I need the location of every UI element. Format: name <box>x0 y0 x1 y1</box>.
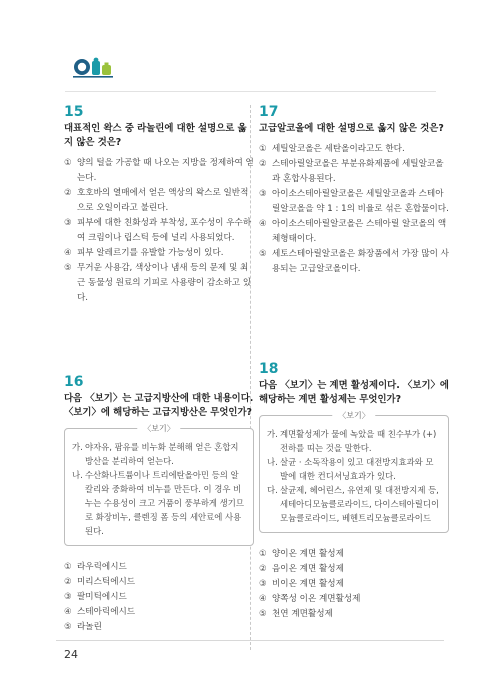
option-2[interactable]: ② 음이온 계면 활성제 <box>259 564 344 574</box>
option-3[interactable]: ③ 아이소스테아릴알코올은 세틸알코올과 스테아릴알코올을 약 1 : 1의 비율로 섞은 혼합물이다. <box>259 189 449 214</box>
header-divider <box>65 91 436 92</box>
option-2[interactable]: ② 미리스틱에시드 <box>64 577 136 587</box>
option-5[interactable]: ⑤ 라놀린 <box>64 622 102 632</box>
option-2[interactable]: ② 스테아릴알코올은 부분유화제품에 세틸알코올과 혼합사용된다. <box>259 159 444 184</box>
bogi-box <box>64 424 254 546</box>
option-3[interactable]: ③ 비이온 계면 활성제 <box>259 579 344 589</box>
option-4[interactable]: ④ 아이소스테아릴알코올은 스테아릴 알코올의 액체형태이다. <box>259 219 447 244</box>
section-logo-icon <box>73 56 113 78</box>
question-number: 16 <box>64 374 84 390</box>
option-list <box>259 547 449 622</box>
question-16 <box>64 374 254 635</box>
question-text: 다음 〈보기〉는 고급지방산에 대한 내용이다. 〈보기〉에 해당하는 고급지방산은 무엇인가? <box>64 393 254 418</box>
bogi-title: 〈보기〉 <box>332 410 375 421</box>
question-number: 17 <box>259 104 279 120</box>
bogi-item: 나. 수산화나트륨이나 트리에탄올아민 등의 알칼리와 중화하여 비누를 만든다. 이 경우 비누는 수용성이 크고 거품이 풍부하게 생기므로 화장비누, 클렌징 폼 등의 세안료에 사용된다. <box>72 470 244 536</box>
question-15 <box>64 104 254 306</box>
option-5[interactable]: ⑤ 천연 계면활성제 <box>259 609 333 619</box>
option-list <box>64 156 254 306</box>
bogi-box <box>259 411 449 533</box>
question-text: 고급알코올에 대한 설명으로 옳지 않은 것은? <box>259 123 444 134</box>
option-3[interactable]: ③ 팔미틱에시드 <box>64 592 127 602</box>
option-list <box>64 560 254 635</box>
question-text: 대표적인 왁스 중 라놀린에 대한 설명으로 옳지 않은 것은? <box>64 123 247 148</box>
option-list <box>259 142 449 277</box>
page-number: 24 <box>64 648 78 661</box>
question-18 <box>259 361 449 622</box>
option-2[interactable]: ② 호호바의 열매에서 얻은 액상의 왁스로 일반적으로 오일이라고 불린다. <box>64 188 249 213</box>
option-1[interactable]: ① 양의 털을 가공할 때 나오는 지방을 정제하여 얻는다. <box>64 158 254 183</box>
option-1[interactable]: ① 라우릭에시드 <box>64 562 127 572</box>
question-text: 다음 〈보기〉는 계면 활성제이다. 〈보기〉에 해당하는 계면 활성제는 무엇인가? <box>259 380 449 405</box>
bogi-item: 나. 살균 · 소독작용이 있고 대전방지효과와 모발에 대한 컨디셔닝효과가 있다. <box>267 457 434 481</box>
option-3[interactable]: ③ 피부에 대한 친화성과 부착성, 포수성이 우수하여 크림이나 립스틱 등에 널리 사용되었다. <box>64 218 252 243</box>
bogi-item: 가. 계면활성제가 물에 녹았을 때 친수부가 (+)전하를 띠는 것을 말한다. <box>267 429 437 453</box>
option-4[interactable]: ④ 양쪽성 이온 계면활성제 <box>259 594 361 604</box>
option-1[interactable]: ① 양이온 계면 활성제 <box>259 549 344 559</box>
bogi-item: 가. 야자유, 팜유를 비누화 분해해 얻은 혼합지방산을 분리하여 얻는다. <box>72 442 239 466</box>
bogi-title: 〈보기〉 <box>137 423 180 434</box>
bogi-item: 다. 살균제, 헤어린스, 유연제 및 대전방지제 등, 세테아디모늄클로라이드, 다이스테아릴디이모늄클로라이드, 베헨트리모늄클로라이드 <box>267 485 440 523</box>
question-17 <box>259 104 449 277</box>
option-4[interactable]: ④ 스테아릭에시드 <box>64 607 136 617</box>
question-number: 15 <box>64 104 84 120</box>
option-4[interactable]: ④ 피부 알레르기를 유발할 가능성이 있다. <box>64 248 224 258</box>
footer-divider <box>56 640 444 641</box>
option-5[interactable]: ⑤ 세토스테아릴알코올은 화장품에서 가장 많이 사용되는 고급알코올이다. <box>259 249 449 274</box>
option-1[interactable]: ① 세틸알코올은 세탄올이라고도 한다. <box>259 144 405 154</box>
question-number: 18 <box>259 361 279 377</box>
option-5[interactable]: ⑤ 무거운 사용감, 색상이나 냄새 등의 문제 및 최근 동물성 원료의 기피로 사용량이 감소하고 있다. <box>64 263 252 303</box>
